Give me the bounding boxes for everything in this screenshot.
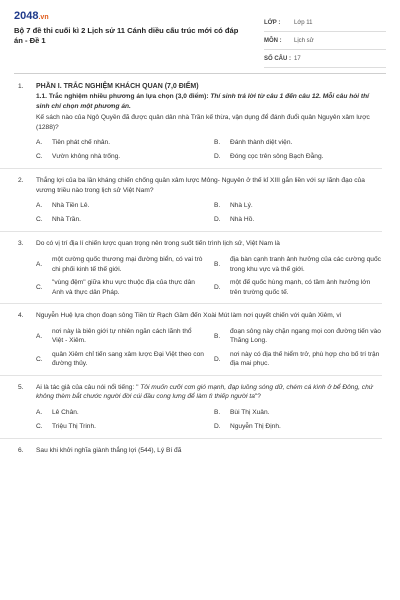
option-letter: D. <box>214 422 221 430</box>
logo-text: 2048 <box>14 10 39 22</box>
question-stem: Sau khi khởi nghĩa giành thắng lợi (544), Lý Bí đã <box>36 446 182 454</box>
section-title: PHẦN I. TRẮC NGHIỆM KHÁCH QUAN (7,0 ĐIỂM) <box>36 83 199 90</box>
option-letter: C. <box>36 153 43 161</box>
option-text: đoạn sông này chặn ngang mọi con đường tiến vào Thăng Long. <box>230 327 381 345</box>
header-divider <box>14 73 386 74</box>
option-letter: D. <box>214 355 221 363</box>
meta-value: Lớp 11 <box>294 19 313 26</box>
question-number: 3. <box>18 240 24 248</box>
option-d[interactable] <box>214 152 382 162</box>
question-2 <box>18 176 382 225</box>
option-letter: A. <box>36 139 43 147</box>
option-text: một đế quốc hùng mạnh, có tầm ảnh hưởng lớn trên trường quốc tế. <box>230 279 371 296</box>
option-c[interactable] <box>36 350 204 369</box>
option-text: Lê Chân. <box>52 408 79 416</box>
option-b[interactable] <box>214 138 382 148</box>
header <box>14 10 386 66</box>
option-d[interactable] <box>214 215 382 225</box>
site-logo[interactable] <box>14 10 49 22</box>
option-letter: D. <box>214 284 221 292</box>
option-a[interactable] <box>36 327 204 346</box>
option-text: một cường quốc thương mại đường biển, có vai trò chi phối kinh tế thế giới. <box>52 255 203 273</box>
meta-row-count <box>264 50 386 68</box>
question-separator <box>0 438 382 439</box>
meta-row-class <box>264 14 386 32</box>
stem-end: "? <box>254 393 261 401</box>
question-6 <box>18 446 382 456</box>
question-number: 6. <box>18 446 24 454</box>
meta-row-subject <box>264 32 386 50</box>
question-4 <box>18 311 382 369</box>
option-letter: D. <box>214 153 221 161</box>
option-letter: A. <box>36 408 43 416</box>
question-number: 1. <box>18 83 24 90</box>
answer-options <box>36 138 382 162</box>
option-letter: B. <box>214 139 221 147</box>
option-b[interactable] <box>214 408 382 418</box>
question-stem <box>36 383 382 402</box>
meta-label: SỐ CÂU : <box>264 55 291 62</box>
option-letter: A. <box>36 202 43 210</box>
stem-text: Ai là tác giả của câu nói nổi tiếng: " <box>36 383 139 391</box>
option-c[interactable] <box>36 152 204 162</box>
meta-table <box>264 14 386 68</box>
option-text: Vườn không nhà trống. <box>52 153 121 161</box>
question-5 <box>18 383 382 432</box>
option-text: Nhà Trần. <box>52 216 81 224</box>
instruction-bold: 1.1. Trắc nghiệm nhiều phương án lựa chọn (3,0 điểm): <box>36 93 209 101</box>
document-title: Bộ 7 đề thi cuối kì 2 Lịch sử 11 Cánh diều cấu trúc mới có đáp án - Đề 1 <box>14 26 239 46</box>
option-text: Bùi Thị Xuân. <box>230 408 270 416</box>
option-letter: C. <box>36 216 43 224</box>
meta-value: 17 <box>294 55 301 62</box>
option-text: quân Xiêm chỉ tiến sang xâm lược Đại Việt theo con đường thủy. <box>52 350 204 368</box>
answer-options <box>36 201 382 225</box>
question-list <box>18 82 382 462</box>
option-b[interactable] <box>214 327 382 346</box>
option-a[interactable] <box>36 138 204 148</box>
option-d[interactable] <box>214 278 382 297</box>
option-text: Đóng cọc trên sông Bạch Đằng. <box>230 153 324 161</box>
option-letter: C. <box>36 284 43 292</box>
option-c[interactable] <box>36 278 204 297</box>
option-text: Nguyễn Thị Định. <box>230 422 281 430</box>
meta-value: Lịch sử <box>294 37 314 44</box>
option-text: "vùng đệm" giữa khu vực thuộc địa của thực dân Anh và thực dân Pháp. <box>52 279 195 296</box>
question-separator <box>0 168 382 169</box>
option-letter: A. <box>36 332 43 340</box>
question-separator <box>0 375 382 376</box>
question-number: 4. <box>18 312 24 320</box>
option-a[interactable] <box>36 201 204 211</box>
meta-label: MÔN : <box>264 37 282 44</box>
option-letter: B. <box>214 260 221 268</box>
option-text: nơi này là biên giới tự nhiên ngăn cách lãnh thổ Việt - Xiêm. <box>52 327 192 345</box>
option-text: Tiên phát chế nhân. <box>52 139 111 147</box>
option-letter: D. <box>214 216 221 224</box>
option-d[interactable] <box>214 422 382 432</box>
question-stem: Thắng lợi của ba lần kháng chiến chống quân xâm lược Mông- Nguyên ở thế kỉ XIII gắn liền với sự lãnh đạo của vương triều nào trong lịch sử Việt Nam? <box>36 177 365 194</box>
option-letter: B. <box>214 408 221 416</box>
option-letter: C. <box>36 422 43 430</box>
quote-text: Tôi muốn cưỡi cơn gió mạnh, đạp luồng sóng dữ, chém cá kình ở bể Đông, chứ không thèm bắt chước người đời cúi đầu cong lưng để làm tì thiếp người ta <box>36 383 373 401</box>
option-letter: B. <box>214 332 221 340</box>
option-c[interactable] <box>36 215 204 225</box>
instruction-italic: Thí sinh trả lời từ câu 1 đến câu 12. Mỗi câu hỏi thí sinh chỉ chọn một phương án. <box>36 93 369 110</box>
answer-options <box>36 327 382 369</box>
question-number: 5. <box>18 383 24 391</box>
option-text: Triệu Thị Trinh. <box>52 422 96 430</box>
question-number: 2. <box>18 177 24 185</box>
option-c[interactable] <box>36 422 204 432</box>
option-letter: C. <box>36 355 43 363</box>
option-text: nơi này có địa thế hiểm trở, phù hợp cho bố trí trận địa mai phục. <box>230 350 380 368</box>
option-text: Đánh thành diệt viện. <box>230 139 293 147</box>
logo-suffix: .vn <box>38 14 49 21</box>
question-stem: Do có vị trí địa lí chiến lược quan trọng nên trong suốt tiến trình lịch sử, Việt Nam là <box>36 240 280 248</box>
option-d[interactable] <box>214 350 382 369</box>
answer-options <box>36 408 382 432</box>
option-b[interactable] <box>214 255 382 274</box>
option-text: Nhà Hồ. <box>230 216 255 224</box>
question-1 <box>18 82 382 162</box>
instruction <box>36 92 382 111</box>
option-a[interactable] <box>36 408 204 418</box>
question-separator <box>0 303 382 304</box>
question-stem: Nguyễn Huệ lựa chọn đoạn sông Tiền từ Rạch Gầm đến Xoài Mút làm nơi quyết chiến với quân Xiêm, vì <box>36 312 342 320</box>
option-text: Nhà Tiền Lê. <box>52 202 90 210</box>
question-separator <box>0 231 382 232</box>
option-letter: A. <box>36 260 43 268</box>
option-text: địa bàn cạnh tranh ảnh hưởng của các cường quốc trong khu vực và thế giới. <box>230 255 381 273</box>
question-stem: Kế sách nào của Ngô Quyền đã được quân dân nhà Trần kế thừa, vận dụng để đánh đuổi quân Nguyên xâm lược (1288)? <box>36 114 370 131</box>
question-3 <box>18 239 382 297</box>
option-letter: B. <box>214 202 221 210</box>
option-text: Nhà Lý. <box>230 202 253 210</box>
meta-label: LỚP : <box>264 19 281 26</box>
answer-options <box>36 255 382 297</box>
option-b[interactable] <box>214 201 382 211</box>
option-a[interactable] <box>36 255 204 274</box>
